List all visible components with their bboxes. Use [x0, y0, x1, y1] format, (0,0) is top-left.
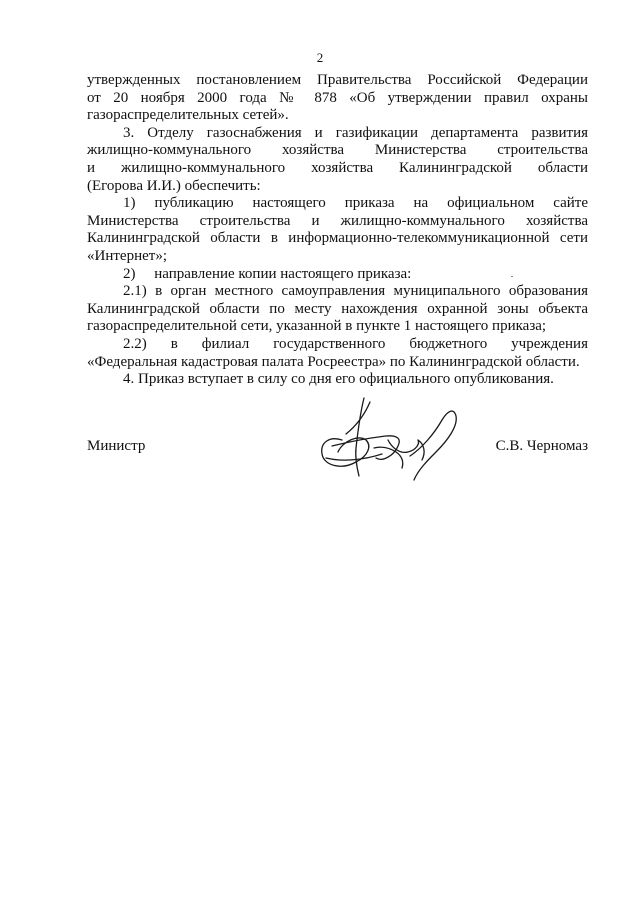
text-line: жилищно-коммунального хозяйства Министерства строительства — [87, 142, 588, 159]
text-line: газораспределительных сетей». — [87, 107, 289, 124]
text-line: Министерства строительства и жилищно-коммунального хозяйства — [87, 212, 588, 229]
text-line: газораспределительной сети, указанной в пункте 1 настоящего приказа; — [87, 318, 547, 335]
text-line: от 20 ноября 2000 года № 878 «Об утверждении правил охраны — [87, 89, 588, 106]
text-line: (Егорова И.И.) обеспечить: — [87, 177, 261, 194]
text-line: «Интернет»; — [87, 247, 167, 264]
text-line: и жилищно-коммунального хозяйства Калининградской области — [87, 159, 588, 176]
item-2-2-start: 2.2) в филиал государственного бюджетного учреждения — [123, 335, 588, 352]
signatory-position: Министр — [87, 438, 146, 454]
paragraph-3-start: 3. Отделу газоснабжения и газификации департамента развития — [123, 124, 588, 141]
item-2-start: 2) направление копии настоящего приказа: — [123, 265, 412, 282]
text-line: утвержденных постановлением Правительства Российской Федерации — [87, 72, 588, 88]
paragraph-4: 4. Приказ вступает в силу со дня его официального опубликования. — [123, 371, 554, 388]
text-line: Калининградской области в информационно-телекоммуникационной сети — [87, 230, 588, 247]
item-2-1-start: 2.1) в орган местного самоуправления муниципального образования — [123, 283, 588, 300]
text-line: Калининградской области по месту нахождения охранной зоны объекта — [87, 300, 588, 317]
text-line: «Федеральная кадастровая палата Росреестра» по Калининградской области. — [87, 353, 580, 370]
page-number: 2 — [316, 50, 324, 65]
item-1-start: 1) публикацию настоящего приказа на официальном сайте — [123, 195, 588, 212]
signatory-name: С.В. Черномаз — [495, 438, 588, 454]
scan-speck — [511, 276, 513, 277]
signature-block — [87, 438, 588, 458]
document-body — [87, 72, 588, 389]
